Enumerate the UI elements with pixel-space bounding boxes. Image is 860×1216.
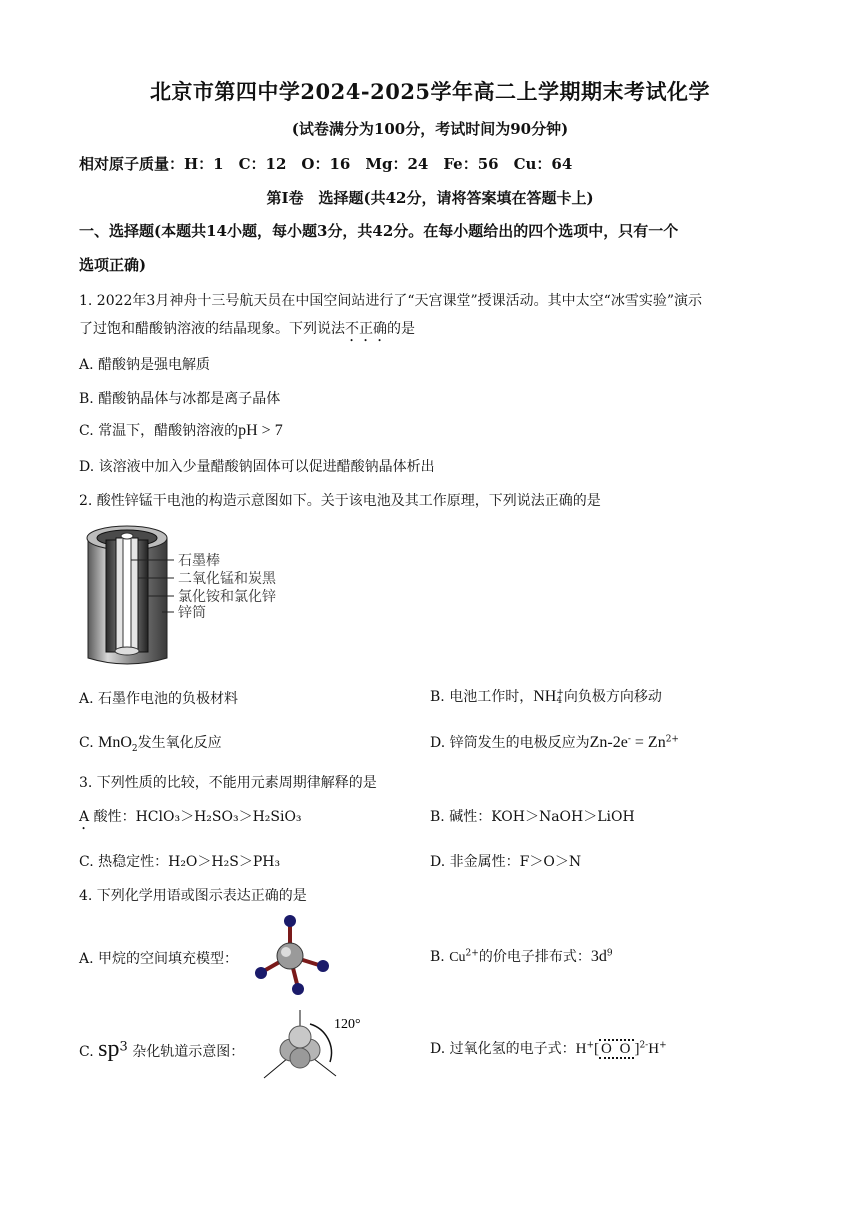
part-heading-line2: 选项正确) [79,256,147,274]
q2-option-c: C. MnO$_2$发生氧化反应 [79,734,222,754]
q1-emphasis: 不正确 [345,321,387,337]
q3-option-b: B. 碱性：KOH＞NaOH＞LiOH [430,809,635,825]
carbon-atom [277,943,303,969]
part-heading-line1: 一、选择题(本题共14小题，每小题3分，共42分。在每小题给出的四个选项中，只有一个 [79,222,679,240]
q1-option-d: D. 该溶液中加入少量醋酸钠固体可以促进醋酸钠晶体析出 [79,459,435,475]
q4-option-c: C. $sp^3$ 杂化轨道示意图： [79,1036,245,1062]
q1-option-a: A. 醋酸钠是强电解质 [79,357,211,373]
q3-stem: 3. 下列性质的比较，不能用元素周期律解释的是 [79,775,377,791]
q4-option-d: D. 过氧化氢的电子式：H+[ O O ]$^{2-}$H+ [430,1040,667,1057]
label-zinc: 锌筒 [178,605,206,621]
exam-subtitle: (试卷满分为100分，考试时间为90分钟) [291,120,569,138]
q3-option-a: A 酸性：HClO₃＞H₂SO₃＞H₂SiO₃ [79,809,302,825]
q1-stem-line2: 了过饱和醋酸钠溶液的结晶现象。下列说法不正确的是 [79,321,415,337]
peroxide-oxygens: O O [601,1041,633,1057]
section-heading: 第Ⅰ卷 选择题(共42分，请将答案填在答题卡上) [266,189,594,207]
q4-stem: 4. 下列化学用语或图示表达正确的是 [79,888,307,904]
graphite-rod [123,536,131,654]
q2-option-d: D. 锌筒发生的电极反应为$Zn-2e^- = Zn^{2+}$ [430,734,679,751]
label-mno2: 二氧化锰和炭黑 [178,571,276,587]
q2-option-a: A. 石墨作电池的负极材料 [79,691,239,707]
q3-option-d: D. 非金属性：F＞O＞N [430,854,582,870]
label-graphite: 石墨棒 [178,553,220,569]
orbital-lobe [289,1026,311,1048]
methane-model [250,912,332,996]
battery-diagram [82,520,312,670]
angle-label: 120° [334,1017,361,1032]
q2-stem: 2. 酸性锌锰干电池的构造示意图如下。关于该电池及其工作原理，下列说法正确的是 [79,493,601,509]
q1-option-c: C. 常温下，醋酸钠溶液的pH > 7 [79,422,283,439]
exam-title: 北京市第四中学2024-2025学年高二上学期期末考试化学 [149,79,711,104]
atomic-masses: 相对原子质量：H：1 C：12 O：16 Mg：24 Fe：56 Cu：64 [79,155,573,173]
q4-option-a: A. 甲烷的空间填充模型： [79,951,239,967]
label-nh4cl: 氯化铵和氯化锌 [178,589,276,605]
q2-option-b: B. 电池工作时，NH+ 4 向负极方向移动 [430,688,662,706]
hydrogen-atom [284,915,296,927]
q4-option-b: B. $Cu^{2+}$的价电子排布式：$3d^9$ [430,948,613,965]
q3-option-c: C. 热稳定性：H₂O＞H₂S＞PH₃ [79,854,281,870]
q1-option-b: B. 醋酸钠晶体与冰都是离子晶体 [79,391,281,407]
q1-stem-line1: 1. 2022年3月神舟十三号航天员在中国空间站进行了“天宫课堂”授课活动。其中太空“冰雪实验”演示 [79,293,702,309]
sp3-orbital-diagram [258,1010,378,1086]
